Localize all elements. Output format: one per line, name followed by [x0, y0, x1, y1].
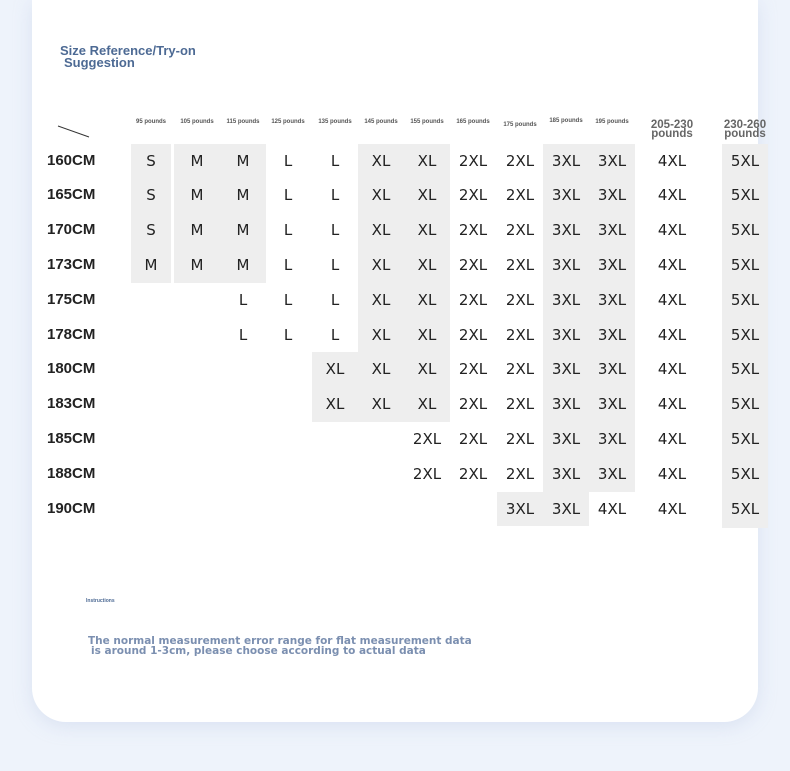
size-cell: M [236, 255, 250, 274]
size-cell: XL [371, 360, 391, 379]
size-cell: 2XL [458, 325, 488, 344]
size-cell: 5XL [730, 290, 760, 309]
weight-header: 185 pounds [549, 118, 583, 124]
weight-header: 165 pounds [456, 119, 490, 125]
height-label: 188CM [47, 464, 96, 482]
size-cell: 4XL [657, 464, 687, 483]
size-cell: XL [371, 151, 391, 170]
size-cell: 3XL [551, 255, 581, 274]
title-line-1: Size Reference/Try-on [60, 43, 196, 58]
size-cell: 5XL [730, 186, 760, 205]
size-cell: 4XL [657, 360, 687, 379]
note-line-1: The normal measurement error range for flat measurement data [88, 635, 472, 647]
height-label: 178CM [47, 325, 96, 343]
size-cell: 2XL [458, 464, 488, 483]
size-cell: 3XL [597, 221, 627, 240]
size-cell: L [283, 325, 293, 344]
weight-header: 125 pounds [271, 119, 305, 125]
weight-header: 115 pounds [226, 119, 260, 125]
size-cell: 3XL [505, 499, 535, 518]
size-cell: 5XL [730, 151, 760, 170]
size-cell: M [236, 221, 250, 240]
weight-unit: pounds [651, 128, 693, 140]
weight-header: 155 pounds [410, 119, 444, 125]
size-cell: XL [417, 255, 437, 274]
size-cell: 4XL [597, 499, 627, 518]
height-label: 180CM [47, 360, 96, 378]
weight-header: 95 pounds [135, 119, 166, 125]
size-cell: L [330, 186, 340, 205]
size-cell: L [283, 186, 293, 205]
size-cell: 2XL [505, 325, 535, 344]
size-cell: 4XL [657, 290, 687, 309]
size-cell: XL [417, 325, 437, 344]
size-cell: M [190, 221, 204, 240]
size-cell: 2XL [505, 290, 535, 309]
measurement-note [88, 637, 508, 656]
size-cell: S [146, 151, 156, 170]
size-cell: 3XL [597, 255, 627, 274]
size-cell: 3XL [551, 499, 581, 518]
height-label: 190CM [47, 499, 96, 517]
size-cell: XL [371, 325, 391, 344]
size-cell: 3XL [597, 429, 627, 448]
size-cell: 2XL [505, 395, 535, 414]
size-cell: 3XL [597, 290, 627, 309]
size-cell: 2XL [505, 360, 535, 379]
height-label: 165CM [47, 186, 96, 204]
size-cell: M [190, 186, 204, 205]
note-line-2: is around 1-3cm, please choose according to actual data [91, 644, 426, 657]
size-cell: M [190, 255, 204, 274]
height-label: 183CM [47, 395, 96, 413]
height-label: 170CM [47, 221, 96, 239]
weight-range: 205-230 [650, 119, 694, 131]
size-cell: 2XL [505, 429, 535, 448]
size-cell: XL [417, 395, 437, 414]
size-cell: L [283, 290, 293, 309]
size-cell: 2XL [412, 429, 442, 448]
size-cell: M [190, 151, 204, 170]
size-cell: 2XL [505, 186, 535, 205]
size-cell: 5XL [730, 325, 760, 344]
size-cell: L [330, 221, 340, 240]
size-cell: S [146, 186, 156, 205]
size-cell: L [330, 325, 340, 344]
weight-unit: pounds [724, 128, 766, 140]
weight-header: 175 pounds [503, 122, 537, 128]
size-cell: XL [371, 395, 391, 414]
size-cell: 4XL [657, 221, 687, 240]
size-cell: 5XL [730, 464, 760, 483]
height-label: 185CM [47, 429, 96, 447]
size-cell: 3XL [597, 395, 627, 414]
size-cell: 4XL [657, 395, 687, 414]
page-title [60, 45, 196, 69]
title-line-2: Suggestion [64, 55, 135, 70]
instructions-label: Instructions [86, 598, 115, 604]
weight-header: 195 pounds [595, 119, 629, 125]
size-cell: L [283, 255, 293, 274]
size-cell: 3XL [551, 464, 581, 483]
size-cell: XL [371, 186, 391, 205]
weight-header: 145 pounds [364, 119, 398, 125]
size-cell: S [146, 221, 156, 240]
size-cell: L [283, 151, 293, 170]
size-cell: XL [417, 290, 437, 309]
size-cell: 2XL [505, 464, 535, 483]
size-cell: 4XL [657, 151, 687, 170]
height-label: 160CM [47, 151, 96, 169]
size-cell: 5XL [730, 395, 760, 414]
size-cell: 2XL [458, 221, 488, 240]
size-cell: XL [371, 255, 391, 274]
weight-header: 135 pounds [318, 119, 352, 125]
size-cell: L [283, 221, 293, 240]
height-label: 173CM [47, 255, 96, 273]
size-cell: 2XL [458, 360, 488, 379]
size-cell: XL [371, 221, 391, 240]
size-cell: XL [325, 395, 345, 414]
size-cell: 3XL [597, 151, 627, 170]
height-label: 175CM [47, 290, 96, 308]
size-cell: XL [371, 290, 391, 309]
size-cell: XL [417, 221, 437, 240]
size-cell: 2XL [458, 151, 488, 170]
size-cell: 5XL [730, 429, 760, 448]
size-cell: M [236, 186, 250, 205]
size-cell: L [238, 290, 248, 309]
size-cell: XL [417, 151, 437, 170]
size-cell: 4XL [657, 255, 687, 274]
size-cell: 2XL [458, 290, 488, 309]
size-cell: 2XL [458, 186, 488, 205]
size-cell: 5XL [730, 255, 760, 274]
size-cell: 3XL [551, 325, 581, 344]
size-cell: 2XL [458, 395, 488, 414]
size-cell: 2XL [458, 255, 488, 274]
size-cell: 2XL [505, 255, 535, 274]
size-cell: 2XL [412, 464, 442, 483]
size-cell: 5XL [730, 360, 760, 379]
size-cell: L [330, 255, 340, 274]
size-cell: L [238, 325, 248, 344]
size-cell: 5XL [730, 221, 760, 240]
size-cell: 3XL [551, 151, 581, 170]
diagonal-divider [57, 125, 90, 138]
size-cell: 2XL [505, 221, 535, 240]
size-cell: 5XL [730, 499, 760, 518]
size-cell: M [236, 151, 250, 170]
size-cell: 4XL [657, 325, 687, 344]
size-cell: 3XL [551, 290, 581, 309]
size-cell: 2XL [458, 429, 488, 448]
size-cell: 3XL [551, 429, 581, 448]
size-cell: 3XL [551, 360, 581, 379]
size-cell: L [330, 151, 340, 170]
size-cell: XL [417, 360, 437, 379]
size-cell: XL [325, 360, 345, 379]
size-cell: 3XL [597, 360, 627, 379]
size-cell: L [330, 290, 340, 309]
size-cell: 3XL [551, 221, 581, 240]
size-cell: XL [417, 186, 437, 205]
weight-header: 105 pounds [180, 119, 214, 125]
size-cell: 4XL [657, 499, 687, 518]
size-cell: 2XL [505, 151, 535, 170]
size-cell: 3XL [597, 186, 627, 205]
size-cell: M [144, 255, 158, 274]
size-cell: 3XL [597, 325, 627, 344]
size-cell: 3XL [551, 186, 581, 205]
size-cell: 3XL [597, 464, 627, 483]
weight-range: 230-260 [723, 119, 767, 131]
size-cell: 4XL [657, 429, 687, 448]
size-cell: 3XL [551, 395, 581, 414]
size-cell: 4XL [657, 186, 687, 205]
